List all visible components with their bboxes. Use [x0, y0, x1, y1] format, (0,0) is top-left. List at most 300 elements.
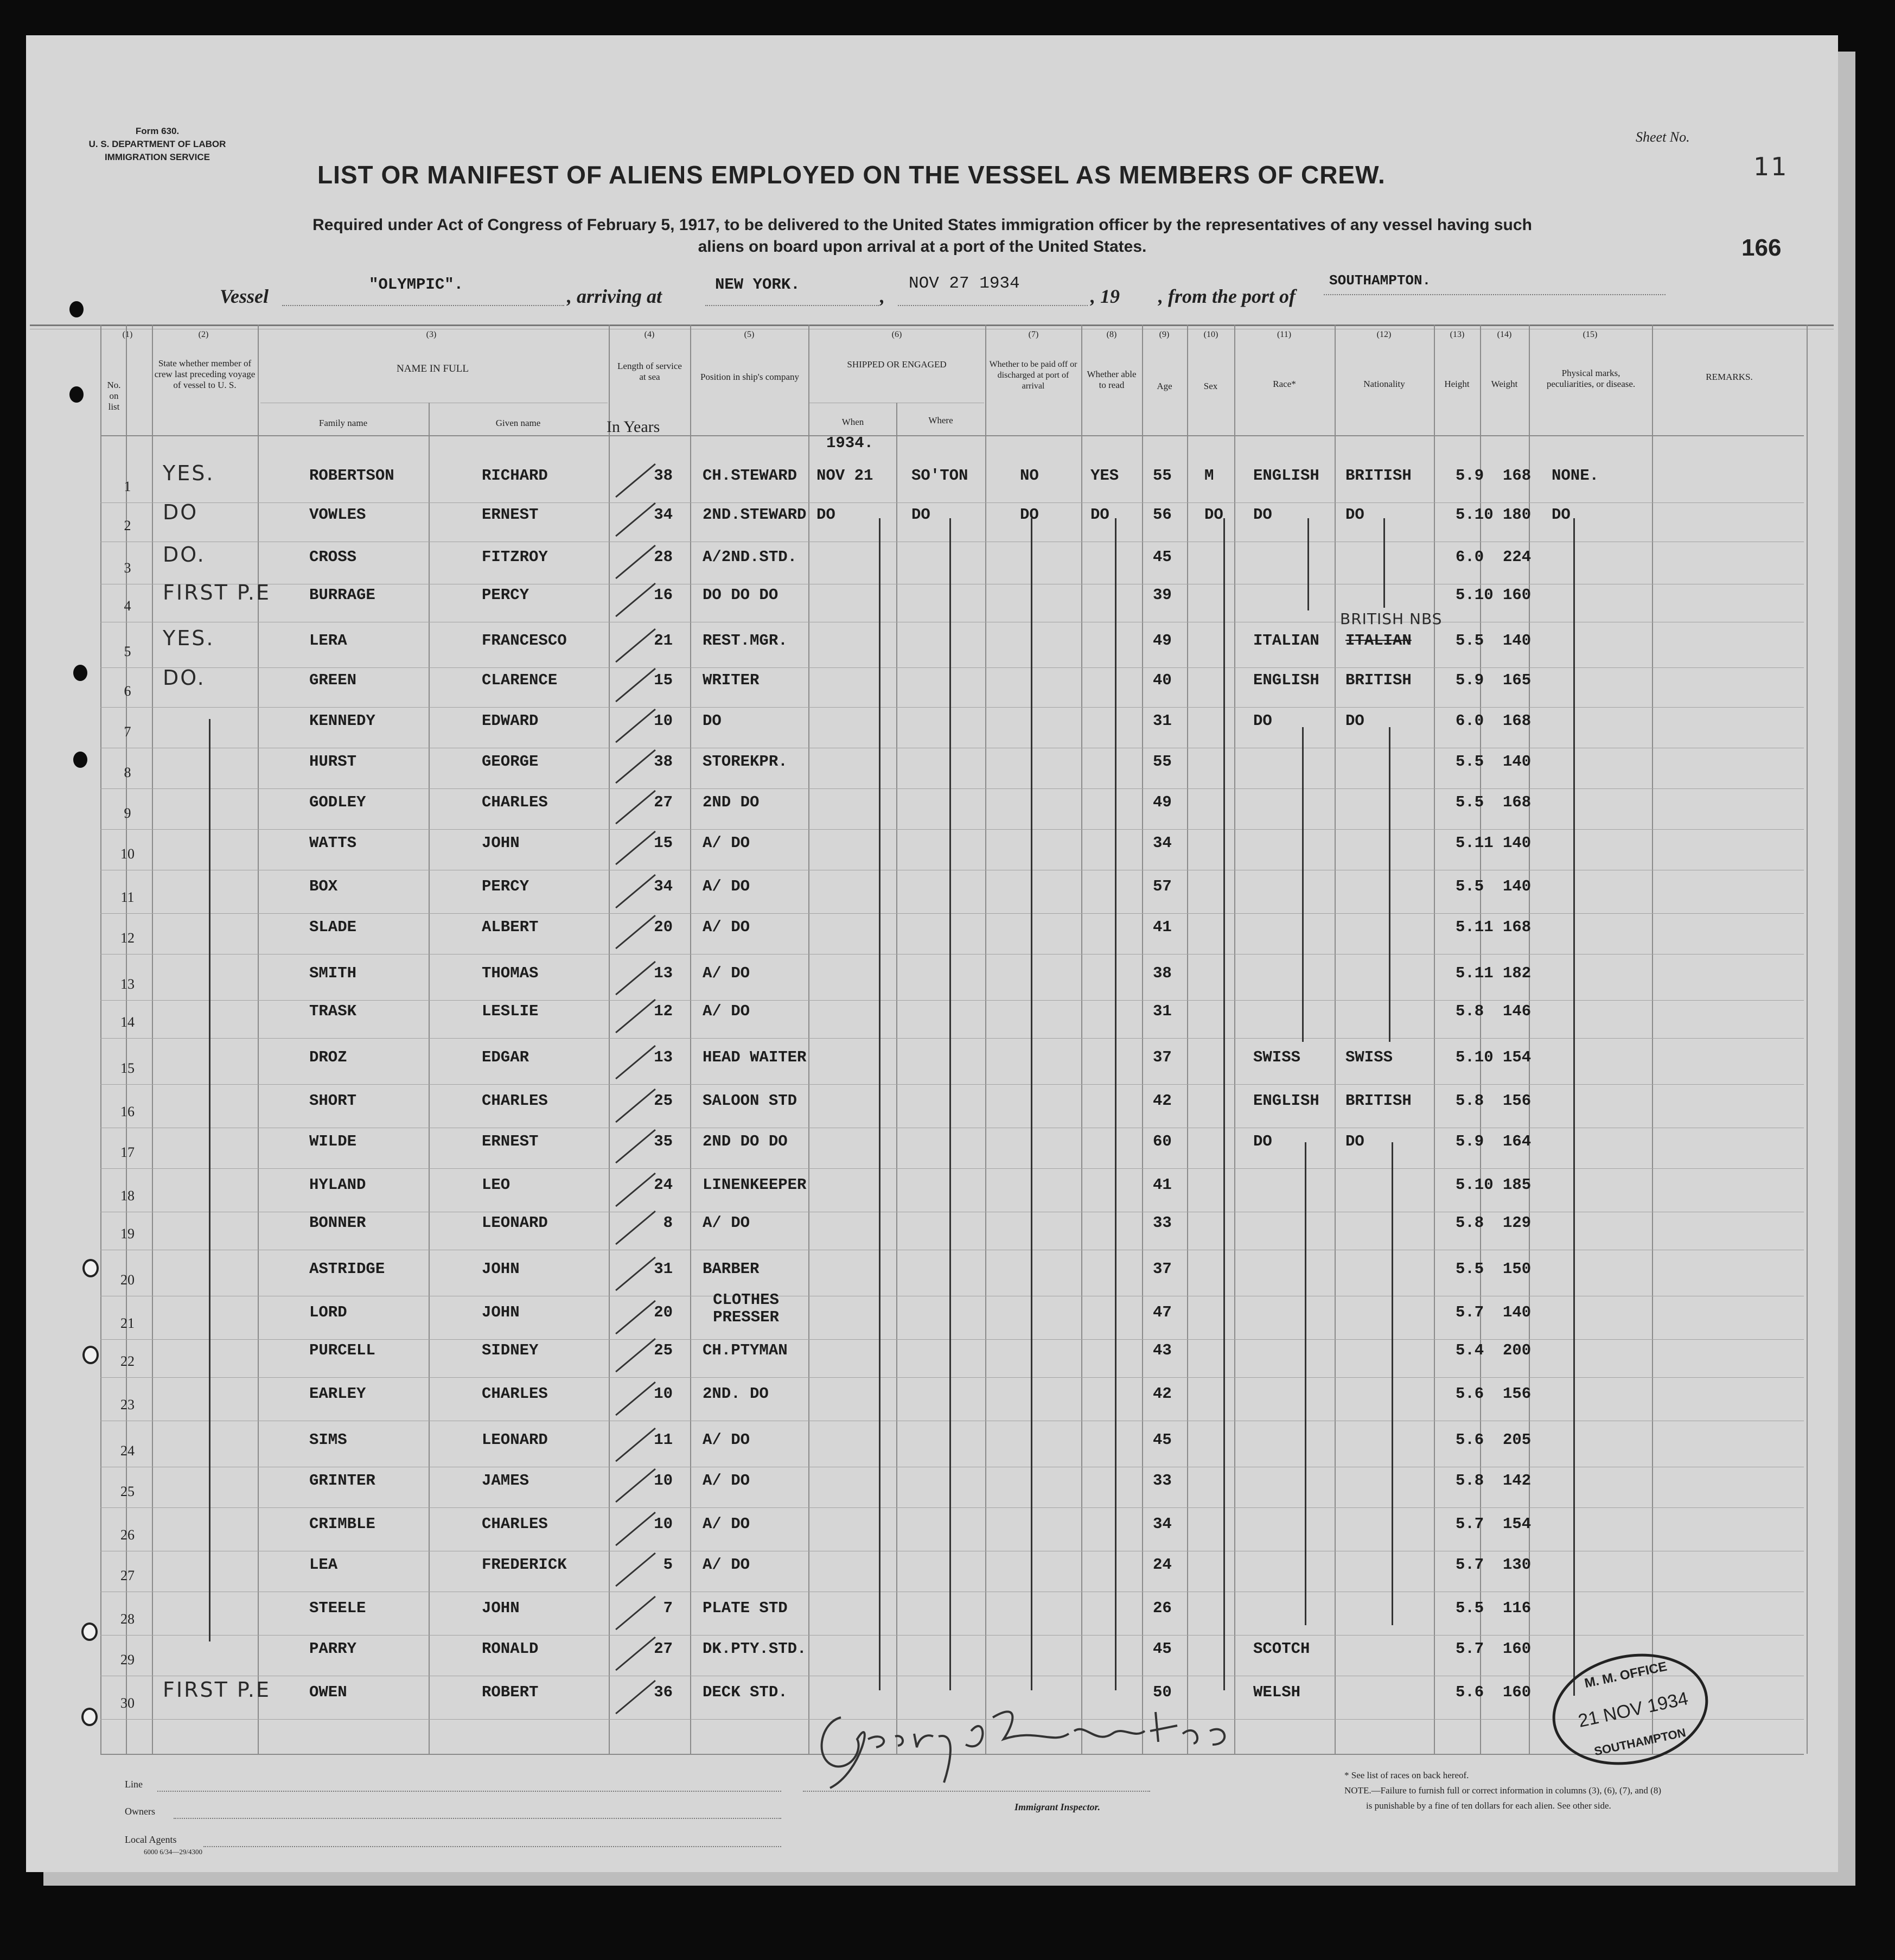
cell-read: DO — [1090, 506, 1109, 524]
cell-family: PARRY — [309, 1640, 357, 1658]
cell-given: CHARLES — [482, 1385, 548, 1403]
cell-weight: 154 — [1503, 1515, 1532, 1533]
cell-given: ERNEST — [482, 506, 539, 524]
cell-given: PERCY — [482, 877, 529, 895]
cell-age: 50 — [1153, 1683, 1172, 1701]
cell-service: 16 — [654, 586, 673, 604]
cell-weight: 224 — [1503, 548, 1532, 566]
print-code: 6000 6/34—29/4300 — [144, 1848, 202, 1856]
cell-sex: M — [1204, 467, 1214, 485]
punch-ring — [81, 1622, 98, 1641]
cell-family: DROZ — [309, 1048, 347, 1066]
cell-weight: 165 — [1503, 671, 1532, 689]
row-rule — [100, 1507, 1804, 1508]
ditto-line — [1031, 518, 1032, 1690]
cell-service: 15 — [654, 834, 673, 852]
form-number: Form 630. — [135, 126, 180, 136]
cell-age: 45 — [1153, 548, 1172, 566]
cell-position: DO — [703, 712, 722, 730]
cell-height: 5.10 — [1456, 506, 1494, 524]
cell-service: 34 — [654, 506, 673, 524]
cell-service: 12 — [654, 1002, 673, 1020]
sheet-label: Sheet No. — [1636, 129, 1690, 145]
cell-position: A/ DO — [703, 1431, 750, 1449]
row-number: 22 — [120, 1353, 135, 1369]
header-able-to-read: Whether able to read — [1087, 369, 1137, 390]
cell-age: 40 — [1153, 671, 1172, 689]
cell-service: 15 — [654, 671, 673, 689]
header-remarks: REMARKS. — [1706, 372, 1753, 382]
cell-age: 38 — [1153, 964, 1172, 982]
cell-service: 25 — [654, 1092, 673, 1110]
col-line — [1652, 324, 1653, 1754]
punch-ring — [82, 1259, 99, 1277]
cell-family: HYLAND — [309, 1176, 366, 1194]
cell-given: RONALD — [482, 1640, 539, 1658]
header-height: Height — [1444, 379, 1470, 389]
punch-hole — [69, 386, 84, 403]
vessel-name: "OLYMPIC". — [369, 276, 464, 294]
cell-height: 5.8 — [1456, 1214, 1484, 1232]
cell-given: LEONARD — [482, 1431, 548, 1449]
punch-ring — [81, 1708, 98, 1726]
col-num: (8) — [1106, 330, 1117, 339]
department: U. S. DEPARTMENT OF LABOR — [88, 139, 226, 149]
cell-weight: 168 — [1503, 918, 1532, 936]
cell-service: 31 — [654, 1260, 673, 1278]
cell-position: A/ DO — [703, 1515, 750, 1533]
cell-service: 7 — [663, 1599, 673, 1617]
cell-position: PLATE STD — [703, 1599, 788, 1617]
cell-family: CROSS — [309, 548, 357, 566]
sheet-number: 11 — [1753, 152, 1789, 181]
row-rule — [100, 1377, 1804, 1378]
header-weight: Weight — [1491, 379, 1518, 389]
row-number: 19 — [120, 1226, 135, 1242]
form-subtitle-1: Required under Act of Congress of February 5, 1917, to be delivered to the United States immigration officer by the representatives of any vessel having such — [312, 216, 1532, 234]
cell-race: ITALIAN — [1253, 632, 1319, 650]
cell-given: CHARLES — [482, 1515, 548, 1533]
cell-weight: 156 — [1503, 1092, 1532, 1110]
cell-weight: 116 — [1503, 1599, 1532, 1617]
cell-height: 5.7 — [1456, 1515, 1484, 1533]
cell-family: SHORT — [309, 1092, 357, 1110]
cell-family: HURST — [309, 753, 357, 771]
cell-height: 5.8 — [1456, 1092, 1484, 1110]
cell-given: CHARLES — [482, 1092, 548, 1110]
row-number: 13 — [120, 976, 135, 992]
row-number: 6 — [124, 683, 131, 699]
col-num: (11) — [1277, 330, 1292, 339]
cell-weight: 205 — [1503, 1431, 1532, 1449]
row-number: 1 — [124, 479, 131, 494]
cell-weight: 168 — [1503, 712, 1532, 730]
form-title: LIST OR MANIFEST OF ALIENS EMPLOYED ON THE VESSEL AS MEMBERS OF CREW. — [317, 161, 1386, 189]
row-number: 14 — [120, 1014, 135, 1030]
cell-weight: 150 — [1503, 1260, 1532, 1278]
cell-position: DO DO DO — [703, 586, 779, 604]
cell-weight: 140 — [1503, 753, 1532, 771]
stamp-bottom: SOUTHAMPTON — [1593, 1725, 1687, 1759]
nationality-correction: BRITISH NBS — [1340, 610, 1443, 628]
row-number: 11 — [120, 889, 135, 905]
arrival-date-stamp: NOV 27 1934 — [909, 274, 1020, 293]
inspector-signature — [808, 1679, 1242, 1793]
cell-service: 11 — [654, 1431, 673, 1449]
stamp-date: 21 NOV 1934 — [1576, 1688, 1690, 1732]
cell-family: GRINTER — [309, 1472, 375, 1490]
note-failure: NOTE.—Failure to furnish full or correct information in columns (3), (6), (7), and (8) — [1344, 1785, 1661, 1796]
cell-race: WELSH — [1253, 1683, 1301, 1701]
cell-given: GEORGE — [482, 753, 539, 771]
cell-family: WATTS — [309, 834, 357, 852]
cell-position: WRITER — [703, 671, 760, 689]
punch-ring — [82, 1346, 99, 1364]
cell-position: A/ DO — [703, 1214, 750, 1232]
cell-age: 37 — [1153, 1048, 1172, 1066]
row-number: 23 — [120, 1397, 135, 1412]
cell-position: CH.PTYMAN — [703, 1341, 788, 1359]
cell-race: ENGLISH — [1253, 671, 1319, 689]
cell-height: 6.0 — [1456, 548, 1484, 566]
header-name-in-full: NAME IN FULL — [397, 363, 469, 374]
cell-race: SWISS — [1253, 1048, 1301, 1066]
row-number: 5 — [124, 644, 131, 659]
punch-hole — [73, 665, 87, 681]
cell-weight: 200 — [1503, 1341, 1532, 1359]
row-number: 18 — [120, 1188, 135, 1204]
header-age: Age — [1157, 381, 1172, 391]
port-line — [705, 305, 879, 306]
col-line — [1807, 324, 1808, 1754]
line-field — [157, 1791, 781, 1792]
cell-age: 34 — [1153, 834, 1172, 852]
cell-family: GREEN — [309, 671, 357, 689]
cell-position: CLOTHES PRESSER — [713, 1291, 779, 1326]
cell-family: WILDE — [309, 1132, 357, 1150]
header-bottom-line — [100, 435, 1804, 436]
stamp-top: M. M. OFFICE — [1583, 1659, 1669, 1691]
cell-weight: 160 — [1503, 1683, 1532, 1701]
row-rule — [100, 829, 1804, 830]
row-number: 9 — [124, 805, 131, 821]
cell-position: A/ DO — [703, 1472, 750, 1490]
cell-position: 2ND. DO — [703, 1385, 769, 1403]
cell-weight: 160 — [1503, 1640, 1532, 1658]
cell-weight: 168 — [1503, 793, 1532, 811]
form-subtitle-2: aliens on board upon arrival at a port of the United States. — [698, 238, 1147, 256]
row-number: 27 — [120, 1568, 135, 1583]
cell-service: 5 — [663, 1556, 673, 1574]
cell-sex: DO — [1204, 506, 1223, 524]
cell-height: 5.9 — [1456, 467, 1484, 485]
cell-position: A/2ND.STD. — [703, 548, 797, 566]
cell-state: DO. — [163, 666, 206, 690]
vessel-line — [282, 305, 564, 306]
from-line — [1324, 294, 1666, 295]
col-num: (6) — [891, 330, 902, 339]
cell-weight: 140 — [1503, 1303, 1532, 1321]
row-number: 20 — [120, 1272, 135, 1288]
cell-height: 6.0 — [1456, 712, 1484, 730]
cell-height: 5.10 — [1456, 1048, 1494, 1066]
cell-family: LORD — [309, 1303, 347, 1321]
cell-service: 27 — [654, 793, 673, 811]
cell-age: 49 — [1153, 632, 1172, 650]
cell-family: OWEN — [309, 1683, 347, 1701]
cell-weight: 146 — [1503, 1002, 1532, 1020]
cell-position: A/ DO — [703, 877, 750, 895]
cell-given: PERCY — [482, 586, 529, 604]
cell-weight: 180 — [1503, 506, 1532, 524]
cell-service: 10 — [654, 1472, 673, 1490]
cell-read: YES — [1090, 467, 1119, 485]
header-given-name: Given name — [495, 418, 541, 428]
cell-position: 2ND DO — [703, 793, 760, 811]
cell-weight: 168 — [1503, 467, 1532, 485]
cell-height: 5.9 — [1456, 1132, 1484, 1150]
cell-position: A/ DO — [703, 964, 750, 982]
header-no-on-list: No. on list — [107, 380, 121, 412]
cell-nationality: DO — [1345, 1132, 1364, 1150]
col-line — [258, 324, 259, 1754]
col-line — [1234, 324, 1235, 1754]
cell-given: ERNEST — [482, 1132, 539, 1150]
cell-family: SLADE — [309, 918, 357, 936]
cell-age: 33 — [1153, 1214, 1172, 1232]
col-num: (15) — [1583, 330, 1598, 339]
cell-given: LEONARD — [482, 1214, 548, 1232]
cell-given: SIDNEY — [482, 1341, 539, 1359]
header-when: When — [841, 417, 864, 427]
cell-given: CHARLES — [482, 793, 548, 811]
row-rule — [100, 1084, 1804, 1085]
cell-age: 34 — [1153, 1515, 1172, 1533]
cell-height: 5.5 — [1456, 793, 1484, 811]
row-number: 7 — [124, 724, 131, 740]
cell-age: 41 — [1153, 1176, 1172, 1194]
cell-paid: NO — [1020, 467, 1039, 485]
cell-height: 5.7 — [1456, 1556, 1484, 1574]
cell-position: SALOON STD — [703, 1092, 797, 1110]
cell-weight: 129 — [1503, 1214, 1532, 1232]
cell-service: 35 — [654, 1132, 673, 1150]
header-family-name: Family name — [318, 418, 368, 428]
cell-service: 20 — [654, 918, 673, 936]
punch-hole — [69, 301, 84, 317]
cell-service: 36 — [654, 1683, 673, 1701]
ditto-line — [1302, 727, 1304, 1042]
ditto-line — [949, 518, 951, 1690]
cell-height: 5.5 — [1456, 877, 1484, 895]
cell-age: 24 — [1153, 1556, 1172, 1574]
ditto-line — [209, 719, 210, 1641]
cell-given: CLARENCE — [482, 671, 558, 689]
row-number: 30 — [120, 1695, 135, 1711]
cell-nationality: DO — [1345, 506, 1364, 524]
cell-service: 8 — [663, 1214, 673, 1232]
cell-given: JAMES — [482, 1472, 529, 1490]
cell-nationality: BRITISH — [1345, 1092, 1412, 1110]
row-number: 25 — [120, 1484, 135, 1499]
cell-position: 2ND.STEWARD — [703, 506, 807, 524]
cell-height: 5.5 — [1456, 1599, 1484, 1617]
col-line — [1480, 324, 1481, 1754]
cell-service: 13 — [654, 1048, 673, 1066]
cell-age: 60 — [1153, 1132, 1172, 1150]
cell-age: 31 — [1153, 712, 1172, 730]
row-number: 15 — [120, 1060, 135, 1076]
cell-family: LEA — [309, 1556, 338, 1574]
cell-age: 45 — [1153, 1431, 1172, 1449]
cell-age: 42 — [1153, 1092, 1172, 1110]
cell-age: 39 — [1153, 586, 1172, 604]
row-number: 16 — [120, 1104, 135, 1119]
row-number: 26 — [120, 1527, 135, 1543]
cell-position: A/ DO — [703, 1002, 750, 1020]
cell-height: 5.5 — [1456, 1260, 1484, 1278]
cell-family: EARLEY — [309, 1385, 366, 1403]
cell-height: 5.11 — [1456, 964, 1494, 982]
row-number: 3 — [124, 560, 131, 576]
cell-height: 5.6 — [1456, 1683, 1484, 1701]
col-line — [609, 324, 610, 1754]
cell-position: DECK STD. — [703, 1683, 788, 1701]
row-rule — [100, 1635, 1804, 1636]
cell-family: SMITH — [309, 964, 357, 982]
cell-position: REST.MGR. — [703, 632, 788, 650]
cell-height: 5.10 — [1456, 1176, 1494, 1194]
cell-age: 49 — [1153, 793, 1172, 811]
cell-race: ENGLISH — [1253, 1092, 1319, 1110]
inspector-label: Immigrant Inspector. — [1015, 1802, 1101, 1812]
cell-position: LINENKEEPER — [703, 1176, 807, 1194]
cell-service: 13 — [654, 964, 673, 982]
cell-family: STEELE — [309, 1599, 366, 1617]
cell-given: FREDERICK — [482, 1556, 567, 1574]
cell-weight: 156 — [1503, 1385, 1532, 1403]
cell-age: 55 — [1153, 467, 1172, 485]
note-fine: is punishable by a fine of ten dollars for each alien. See other side. — [1366, 1800, 1611, 1811]
cell-family: GODLEY — [309, 793, 366, 811]
cell-age: 42 — [1153, 1385, 1172, 1403]
cell-height: 5.6 — [1456, 1385, 1484, 1403]
header-state-whether: State whether member of crew last preceding voyage of vessel to U. S. — [154, 358, 256, 390]
cell-race: DO — [1253, 506, 1272, 524]
from-port: SOUTHAMPTON. — [1329, 272, 1431, 289]
cell-race: SCOTCH — [1253, 1640, 1310, 1658]
cell-weight: 140 — [1503, 632, 1532, 650]
page-number: 166 — [1741, 234, 1782, 261]
cell-weight: 140 — [1503, 834, 1532, 852]
cell-height: 5.5 — [1456, 632, 1484, 650]
cell-family: ASTRIDGE — [309, 1260, 385, 1278]
cell-weight: 154 — [1503, 1048, 1532, 1066]
cell-age: 56 — [1153, 506, 1172, 524]
cell-family: CRIMBLE — [309, 1515, 375, 1533]
row-number: 29 — [120, 1652, 135, 1668]
ditto-line — [1389, 727, 1390, 1042]
cell-family: VOWLES — [309, 506, 366, 524]
ditto-line — [1115, 518, 1116, 1690]
ditto-line — [1223, 518, 1225, 1690]
ditto-line — [1392, 1142, 1393, 1625]
row-number: 12 — [120, 930, 135, 946]
cell-family: KENNEDY — [309, 712, 375, 730]
cell-service: 38 — [654, 467, 673, 485]
col-num: (5) — [744, 330, 755, 339]
header-race: Race* — [1273, 379, 1296, 389]
cell-age: 45 — [1153, 1640, 1172, 1658]
cell-family: BONNER — [309, 1214, 366, 1232]
cell-height: 5.7 — [1456, 1303, 1484, 1321]
col-line — [1081, 324, 1082, 1754]
ditto-line — [1305, 1142, 1306, 1625]
cell-state: YES. — [163, 626, 215, 650]
cell-service: 10 — [654, 1515, 673, 1533]
from-label: , from the port of — [1158, 285, 1296, 307]
row-number: 4 — [124, 598, 131, 614]
row-rule — [100, 913, 1804, 914]
cell-family: PURCELL — [309, 1341, 375, 1359]
header-position: Position in ship's company — [700, 372, 800, 382]
row-rule — [100, 1000, 1804, 1001]
row-rule — [100, 707, 1804, 708]
cell-given: THOMAS — [482, 964, 539, 982]
cell-height: 5.6 — [1456, 1431, 1484, 1449]
col-num: (12) — [1376, 330, 1392, 339]
cell-position: CH.STEWARD — [703, 467, 797, 485]
col-line — [690, 324, 691, 1754]
col-num: (2) — [198, 330, 209, 339]
cell-given: JOHN — [482, 834, 520, 852]
col-num: (4) — [644, 330, 655, 339]
col-line — [100, 324, 101, 1754]
cell-weight: 164 — [1503, 1132, 1532, 1150]
cell-weight: 185 — [1503, 1176, 1532, 1194]
cell-race: ENGLISH — [1253, 467, 1319, 485]
ditto-line — [1573, 518, 1575, 1696]
header-paid-off: Whether to be paid off or discharged at port of arrival — [989, 360, 1077, 391]
header-in-years: In Years — [607, 418, 660, 436]
cell-given: FITZROY — [482, 548, 548, 566]
cell-service: 10 — [654, 1385, 673, 1403]
cell-position: A/ DO — [703, 834, 750, 852]
row-number: 28 — [120, 1611, 135, 1627]
cell-given: RICHARD — [482, 467, 548, 485]
owners-field — [174, 1818, 781, 1819]
cell-physical: DO — [1552, 506, 1571, 524]
ditto-line — [1383, 518, 1385, 608]
cell-age: 43 — [1153, 1341, 1172, 1359]
cell-weight: 142 — [1503, 1472, 1532, 1490]
row-rule — [100, 1038, 1804, 1039]
row-number: 2 — [124, 518, 131, 533]
cell-race: DO — [1253, 712, 1272, 730]
col-num: (7) — [1028, 330, 1039, 339]
table-top-border — [30, 324, 1834, 326]
cell-age: 57 — [1153, 877, 1172, 895]
header-nationality: Nationality — [1363, 379, 1405, 389]
cell-position: HEAD WAITER — [703, 1048, 807, 1066]
arriving-label: , arriving at — [567, 285, 662, 307]
cell-weight: 140 — [1503, 877, 1532, 895]
year-above: 1934. — [826, 434, 874, 452]
service: IMMIGRATION SERVICE — [105, 152, 210, 162]
header-sex: Sex — [1203, 381, 1218, 391]
year-label: , 19 — [1090, 285, 1120, 307]
cell-where: SO'TON — [911, 467, 968, 485]
